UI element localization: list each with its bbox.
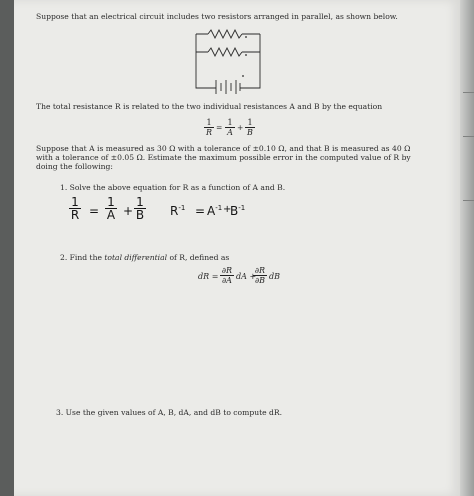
eq1-lhs-num: 1 xyxy=(204,118,214,128)
eq2-partial-a-fraction xyxy=(220,266,234,285)
node-dot xyxy=(245,36,247,38)
question-2 xyxy=(60,253,229,262)
eq1-lhs-den: R xyxy=(205,128,213,137)
eq1-b-num: 1 xyxy=(245,118,255,128)
hand-equals: = xyxy=(89,204,100,218)
eq2-partial-a-num: ∂R xyxy=(221,266,233,275)
eq1-lhs-fraction xyxy=(204,118,214,137)
question-2-term: total differential xyxy=(104,253,168,262)
hand-equals-2: = xyxy=(195,204,206,218)
hand-lhs-den: R xyxy=(70,208,80,222)
eq2-partial-b-den: ∂B xyxy=(254,276,265,285)
resistor-a xyxy=(208,30,242,38)
question-3: 3. Use the given values of A, B, dA, and dB to compute dR. xyxy=(56,408,283,417)
question-1: 1. Solve the above equation for R as a function of A and B. xyxy=(60,183,286,192)
hand-b-fraction xyxy=(133,196,147,222)
tolerance-text: Suppose that A is measured as 30 Ω with a tolerance of ±0.10 Ω, and that B is measured as 40 Ω with a tolerance of ±0.05 Ω. Estimate the maximum possible error in the computed value of R by doing the following: xyxy=(36,144,411,171)
eq2-partial-a-den: ∂A xyxy=(222,276,232,285)
ruled-line xyxy=(463,92,474,93)
hand-b-inverse xyxy=(230,204,245,218)
eq1-b-den: B xyxy=(247,128,253,137)
eq1-term-a-fraction xyxy=(225,118,235,137)
question-2-prefix: 2. Find the xyxy=(60,253,105,262)
hand-a-den: A xyxy=(106,208,116,222)
eq2-partial-b-num: ∂R xyxy=(254,266,266,275)
hand-b-den: B xyxy=(135,208,145,222)
hand-plus: + xyxy=(123,204,134,218)
eq1-equals: = xyxy=(216,123,223,132)
hand-exponent: -1 xyxy=(238,204,246,212)
eq1-plus: + xyxy=(237,123,244,132)
eq1-a-den: A xyxy=(227,128,233,137)
hand-a-num: 1 xyxy=(107,195,115,209)
hand-lhs-fraction xyxy=(68,196,82,222)
ruled-line xyxy=(463,200,474,201)
intro-text: Suppose that an electrical circuit includes two resistors arranged in parallel, as shown below. xyxy=(36,12,398,21)
question-2-suffix: of R, defined as xyxy=(167,253,230,262)
hand-r: R xyxy=(170,204,179,218)
circuit-wire xyxy=(196,34,260,88)
parallel-circuit-diagram xyxy=(190,24,270,94)
hand-a-fraction xyxy=(104,196,118,222)
eq2-lhs: dR = xyxy=(198,272,219,281)
hand-b: B xyxy=(230,204,239,218)
eq1-term-b-fraction xyxy=(245,118,255,137)
resistor-b xyxy=(208,48,242,56)
ruled-line xyxy=(463,136,474,137)
hand-r-inverse xyxy=(170,204,185,218)
hand-a: A xyxy=(207,204,216,218)
hand-b-num: 1 xyxy=(136,195,144,209)
hand-exponent: -1 xyxy=(178,204,186,212)
eq2-partial-b-fraction xyxy=(253,266,267,285)
eq2-db: dB xyxy=(269,272,280,281)
node-dot xyxy=(242,75,244,77)
hand-plus-2: + xyxy=(223,204,232,215)
resistance-relation-text: The total resistance R is related to the two individual resistances A and B by the equation xyxy=(36,102,383,111)
page-edge xyxy=(460,0,474,496)
hand-a-inverse xyxy=(207,204,222,218)
hand-exponent: -1 xyxy=(215,204,223,212)
eq2-da: dA + xyxy=(236,272,257,281)
hand-lhs-num: 1 xyxy=(71,195,79,209)
eq1-a-num: 1 xyxy=(225,118,235,128)
node-dot xyxy=(245,54,247,56)
